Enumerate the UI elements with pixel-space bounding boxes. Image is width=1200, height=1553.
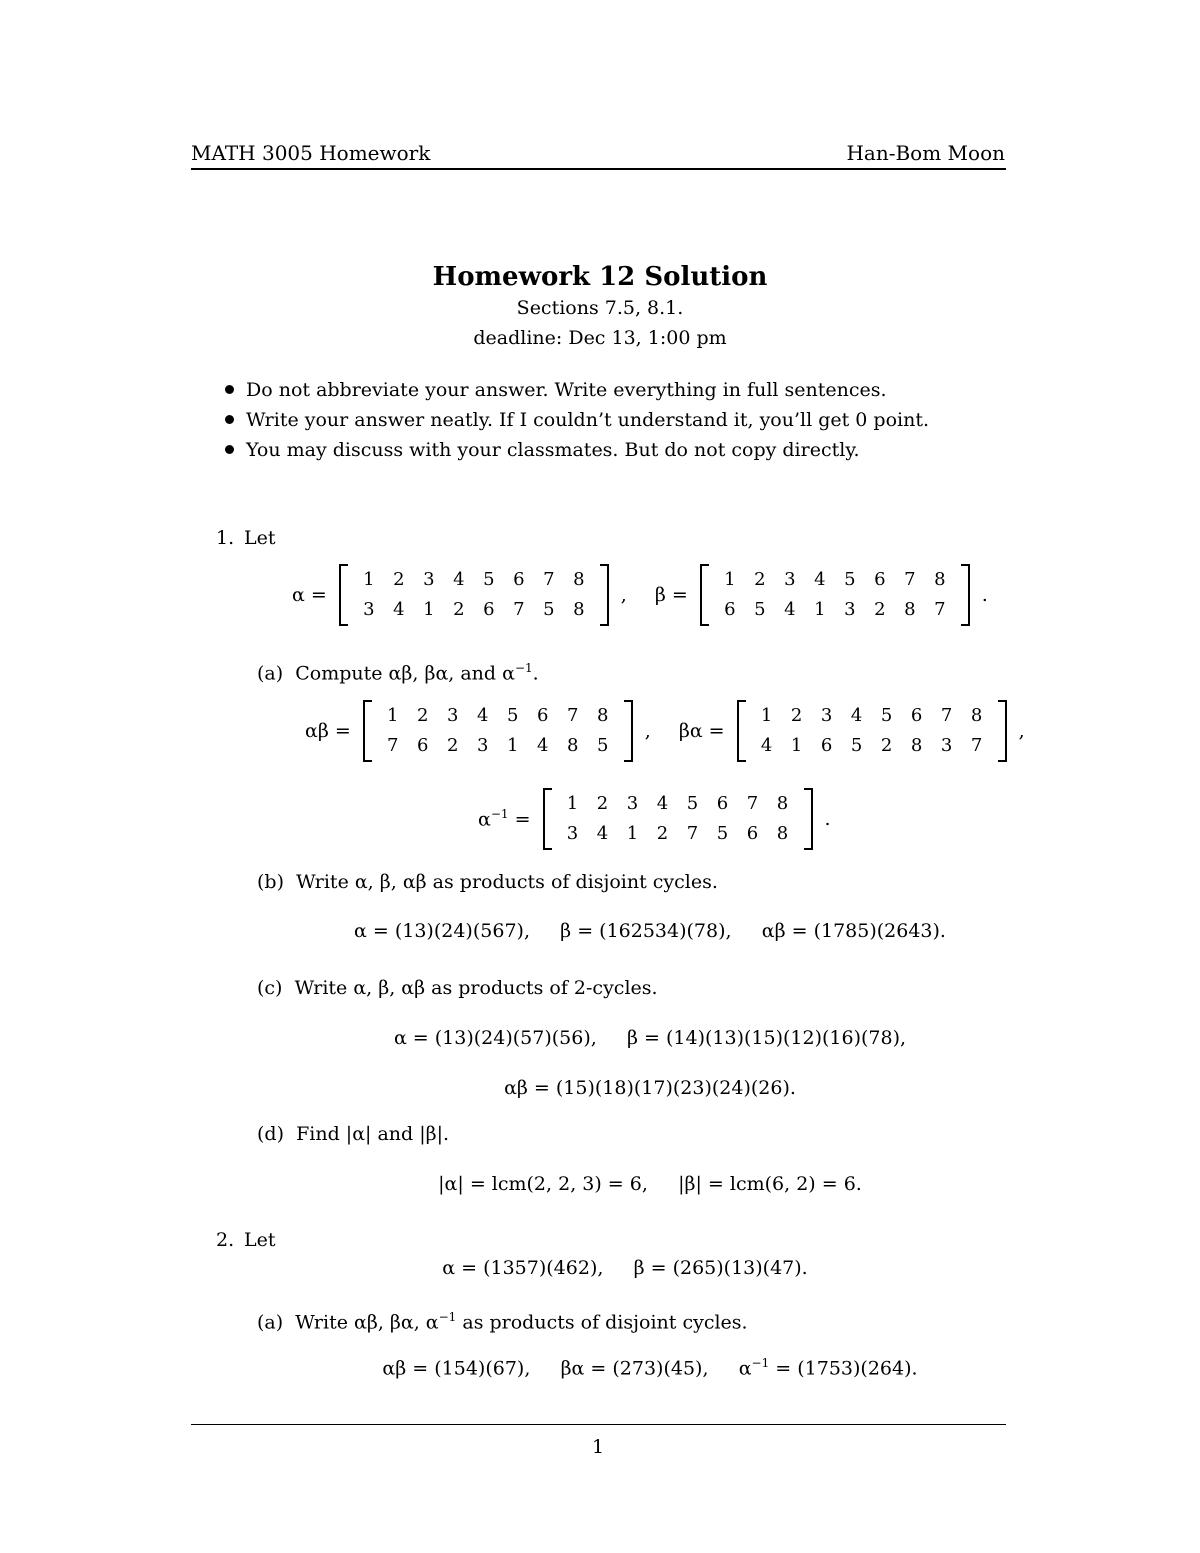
matrix-bottom-entry: 6 xyxy=(724,599,736,620)
matrix-top-entry: 4 xyxy=(453,569,465,590)
matrix-top-entry: 7 xyxy=(746,793,759,814)
matrix-bottom-entry: 1 xyxy=(626,823,639,844)
bullet-text: Do not abbreviate your answer. Write everything in full sentences. xyxy=(246,379,887,401)
matrix-top-entry: 5 xyxy=(686,793,699,814)
matrix-top-entry: 2 xyxy=(417,705,429,726)
ab-ba-results xyxy=(305,700,1025,762)
bullet-icon xyxy=(225,415,234,424)
matrix-top-entry: 5 xyxy=(844,569,856,590)
matrix-top-entry: 2 xyxy=(596,793,609,814)
part-text-pre: Write αβ, βα, α xyxy=(295,1311,439,1334)
ainv-matrix xyxy=(539,788,817,850)
matrix-bottom-entry: 8 xyxy=(567,735,579,756)
part-2a xyxy=(257,1305,748,1334)
matrix-bottom-entry: 5 xyxy=(850,735,863,756)
bullet-item xyxy=(225,408,929,432)
matrix-bottom-entry: 4 xyxy=(537,735,549,756)
matrix-top-entry: 7 xyxy=(904,569,916,590)
ab-matrix xyxy=(359,700,637,762)
bullet-item xyxy=(225,378,887,402)
part-1d xyxy=(257,1122,449,1146)
bullet-text: You may discuss with your classmates. But do not copy directly. xyxy=(246,439,860,461)
part-1a xyxy=(257,656,539,685)
part-1c-equation-2: αβ = (15)(18)(17)(23)(24)(26). xyxy=(504,1077,796,1099)
matrix-bottom-entry: 7 xyxy=(970,735,983,756)
header-left: MATH 3005 Homework xyxy=(191,141,431,165)
matrix-top-entry: 1 xyxy=(387,705,399,726)
matrix-bottom-entry: 4 xyxy=(784,599,796,620)
part-text: Find |α| and |β|. xyxy=(296,1123,450,1145)
matrix-bottom-entry: 5 xyxy=(754,599,766,620)
matrix-bottom-entry: 2 xyxy=(453,599,465,620)
matrix-bottom-entry: 1 xyxy=(814,599,826,620)
matrix-bottom-entry: 4 xyxy=(760,735,773,756)
footer-rule xyxy=(191,1424,1006,1425)
part-sup: −1 xyxy=(438,1310,457,1324)
matrix-bottom-entry: 5 xyxy=(716,823,729,844)
matrix-bottom-entry: 6 xyxy=(483,599,495,620)
alpha-lhs: α = xyxy=(292,584,327,606)
alpha-beta-definition xyxy=(292,564,988,626)
matrix-top-entry: 7 xyxy=(543,569,555,590)
matrix-bottom-entry: 3 xyxy=(477,735,489,756)
part-label: (a) xyxy=(257,662,284,685)
matrix-top-entry: 4 xyxy=(814,569,826,590)
part-1c-equation-1: α = (13)(24)(57)(56), β = (14)(13)(15)(12)(16)(78), xyxy=(393,1027,907,1049)
matrix-bottom-entry: 3 xyxy=(566,823,579,844)
header-rule xyxy=(191,168,1006,170)
beta-punct: . xyxy=(981,584,988,606)
matrix-bottom-entry: 8 xyxy=(910,735,923,756)
problem-2-given: α = (1357)(462), β = (265)(13)(47). xyxy=(442,1257,808,1279)
matrix-top-entry: 6 xyxy=(874,569,886,590)
matrix-bottom-entry: 7 xyxy=(387,735,399,756)
ba-matrix xyxy=(733,700,1011,762)
matrix-bottom-entry: 1 xyxy=(423,599,435,620)
matrix-bottom-entry: 4 xyxy=(393,599,405,620)
sections-line: Sections 7.5, 8.1. xyxy=(516,297,684,319)
problem-1-number: 1. xyxy=(216,527,235,549)
matrix-top-entry: 4 xyxy=(656,793,669,814)
matrix-bottom-entry: 7 xyxy=(686,823,699,844)
bullet-item xyxy=(225,438,860,462)
part-1c xyxy=(257,976,658,1000)
matrix-top-entry: 8 xyxy=(573,569,585,590)
matrix-top-entry: 4 xyxy=(850,705,863,726)
matrix-top-entry: 6 xyxy=(716,793,729,814)
matrix-top-entry: 3 xyxy=(447,705,459,726)
matrix-top-entry: 3 xyxy=(784,569,796,590)
matrix-top-entry: 2 xyxy=(754,569,766,590)
problem-2-number: 2. xyxy=(216,1229,235,1251)
page-title: Homework 12 Solution xyxy=(432,262,768,292)
matrix-bottom-entry: 2 xyxy=(880,735,893,756)
matrix-top-entry: 8 xyxy=(934,569,946,590)
matrix-top-entry: 7 xyxy=(940,705,953,726)
matrix-top-entry: 8 xyxy=(776,793,789,814)
matrix-bottom-entry: 8 xyxy=(904,599,916,620)
matrix-bottom-entry: 3 xyxy=(940,735,953,756)
matrix-top-entry: 1 xyxy=(363,569,375,590)
part-1b xyxy=(257,870,718,894)
matrix-bottom-entry: 8 xyxy=(776,823,789,844)
part-2a-equation: αβ = (154)(67), βα = (273)(45), $\alpha^{-1} = (1753)(264)$. xyxy=(382,1356,918,1380)
beta-lhs: β = xyxy=(654,584,688,606)
matrix-bottom-entry: 3 xyxy=(844,599,856,620)
matrix-top-entry: 1 xyxy=(760,705,773,726)
alpha-punct: , xyxy=(620,584,627,606)
matrix-top-entry: 3 xyxy=(820,705,833,726)
matrix-top-entry: 5 xyxy=(507,705,519,726)
matrix-top-entry: 5 xyxy=(483,569,495,590)
matrix-bottom-entry: 8 xyxy=(573,599,585,620)
matrix-top-entry: 6 xyxy=(910,705,923,726)
matrix-bottom-entry: 6 xyxy=(820,735,833,756)
matrix-top-entry: 8 xyxy=(970,705,983,726)
part-text: Compute αβ, βα, and α xyxy=(295,662,515,685)
alpha-inverse-result xyxy=(478,788,831,850)
matrix-bottom-entry: 5 xyxy=(543,599,555,620)
matrix-bottom-entry: 1 xyxy=(507,735,519,756)
part-1b-equation: α = (13)(24)(567), β = (162534)(78), αβ = (1785)(2643). xyxy=(354,920,946,942)
deadline-line: deadline: Dec 13, 1:00 pm xyxy=(473,327,727,349)
beta-matrix xyxy=(696,564,974,626)
matrix-top-entry: 2 xyxy=(790,705,803,726)
part-label: (b) xyxy=(257,871,284,893)
part-1d-equation: |α| = lcm(2, 2, 3) = 6, |β| = lcm(6, 2) = 6. xyxy=(438,1173,862,1195)
matrix-top-entry: 1 xyxy=(724,569,736,590)
ainv-punct: . xyxy=(824,808,831,830)
bullet-icon xyxy=(225,385,234,394)
part-text-post: as products of disjoint cycles. xyxy=(456,1311,748,1334)
ab-punct: , xyxy=(644,720,651,742)
matrix-top-entry: 4 xyxy=(477,705,489,726)
bullet-icon xyxy=(225,445,234,454)
ba-lhs: βα = xyxy=(678,720,725,742)
part-sup: −1 xyxy=(514,661,533,675)
matrix-top-entry: 3 xyxy=(626,793,639,814)
bullet-text: Write your answer neatly. If I couldn’t understand it, you’ll get 0 point. xyxy=(246,409,930,431)
problem-1-let: Let xyxy=(244,527,276,549)
matrix-bottom-entry: 2 xyxy=(874,599,886,620)
matrix-bottom-entry: 2 xyxy=(447,735,459,756)
matrix-bottom-entry: 7 xyxy=(513,599,525,620)
page-number: 1 xyxy=(591,1436,605,1458)
ab-lhs: αβ = xyxy=(305,720,351,742)
matrix-top-entry: 6 xyxy=(537,705,549,726)
matrix-bottom-entry: 1 xyxy=(790,735,803,756)
matrix-top-entry: 2 xyxy=(393,569,405,590)
matrix-bottom-entry: 6 xyxy=(417,735,429,756)
matrix-bottom-entry: 3 xyxy=(363,599,375,620)
matrix-bottom-entry: 4 xyxy=(596,823,609,844)
part-label: (c) xyxy=(257,977,283,999)
matrix-bottom-entry: 6 xyxy=(746,823,759,844)
part-label: (d) xyxy=(257,1123,284,1145)
ainv-lhs: $\alpha^{-1}$ = xyxy=(478,807,531,831)
problem-2-let: Let xyxy=(244,1229,276,1251)
part-text: Write α, β, αβ as products of disjoint cycles. xyxy=(296,871,718,893)
matrix-top-entry: 1 xyxy=(566,793,579,814)
matrix-top-entry: 6 xyxy=(513,569,525,590)
part-tail: . xyxy=(532,662,539,685)
alpha-matrix xyxy=(335,564,613,626)
matrix-bottom-entry: 7 xyxy=(934,599,946,620)
header-right: Han-Bom Moon xyxy=(846,141,1005,165)
matrix-top-entry: 8 xyxy=(597,705,609,726)
part-label: (a) xyxy=(257,1311,284,1334)
matrix-bottom-entry: 5 xyxy=(597,735,609,756)
matrix-top-entry: 7 xyxy=(567,705,579,726)
matrix-top-entry: 5 xyxy=(880,705,893,726)
matrix-bottom-entry: 2 xyxy=(656,823,669,844)
part-text: Write α, β, αβ as products of 2-cycles. xyxy=(294,977,658,999)
ba-punct: , xyxy=(1018,720,1025,742)
matrix-top-entry: 3 xyxy=(423,569,435,590)
